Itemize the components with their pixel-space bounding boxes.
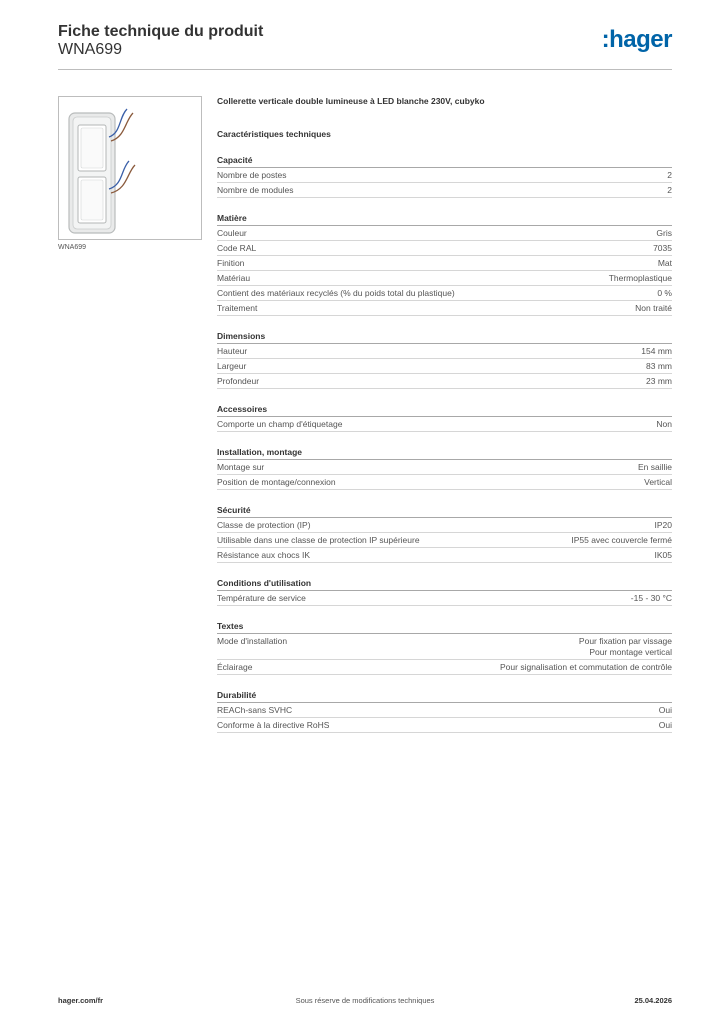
page-footer — [58, 996, 672, 1010]
spec-label: REACh-sans SVHC — [217, 705, 293, 715]
section-title: Sécurité — [217, 504, 672, 518]
spec-row — [217, 241, 672, 256]
spec-label: Température de service — [217, 593, 306, 603]
page-header — [58, 22, 672, 70]
spec-value: IP20 — [654, 520, 672, 530]
product-title: Collerette verticale double lumineuse à LED blanche 230V, cubyko — [217, 96, 485, 106]
document-title: Fiche technique du produit — [58, 23, 264, 40]
spec-label: Nombre de postes — [217, 170, 287, 180]
spec-section — [217, 446, 672, 490]
spec-label: Utilisable dans une classe de protection IP supérieure — [217, 535, 420, 545]
spec-section — [217, 577, 672, 606]
spec-section — [217, 403, 672, 432]
spec-row — [217, 548, 672, 563]
spec-label: Finition — [217, 258, 245, 268]
section-title: Matière — [217, 212, 672, 226]
spec-label: Classe de protection (IP) — [217, 520, 311, 530]
spec-label: Mode d'installation — [217, 636, 288, 646]
spec-label: Contient des matériaux recyclés (% du poids total du plastique) — [217, 288, 455, 298]
spec-value: Non traité — [635, 303, 672, 313]
spec-row — [217, 591, 672, 606]
spec-value: Vertical — [644, 477, 672, 487]
section-title: Accessoires — [217, 403, 672, 417]
spec-row — [217, 518, 672, 533]
spec-section — [217, 620, 672, 675]
spec-label: Éclairage — [217, 662, 253, 672]
spec-value: 23 mm — [646, 376, 672, 386]
spec-section — [217, 154, 672, 198]
product-details — [217, 95, 672, 733]
section-title: Dimensions — [217, 330, 672, 344]
spec-value: 154 mm — [641, 346, 672, 356]
spec-row — [217, 533, 672, 548]
footer-notice: Sous réserve de modifications techniques — [295, 996, 435, 1005]
spec-value: 0 % — [657, 288, 672, 298]
spec-row — [217, 226, 672, 241]
spec-value: 2 — [667, 185, 672, 195]
spec-row — [217, 183, 672, 198]
spec-row — [217, 417, 672, 432]
spec-row — [217, 256, 672, 271]
section-title: Installation, montage — [217, 446, 672, 460]
spec-value: 83 mm — [646, 361, 672, 371]
spec-row — [217, 475, 672, 490]
spec-label: Traitement — [217, 303, 258, 313]
spec-row — [217, 271, 672, 286]
product-image — [58, 96, 202, 240]
section-title: Durabilité — [217, 689, 672, 703]
spec-value: Gris — [656, 228, 672, 238]
spec-row — [217, 703, 672, 718]
spec-value: IK05 — [654, 550, 672, 560]
product-illustration — [59, 97, 201, 239]
spec-label: Hauteur — [217, 346, 248, 356]
spec-row — [217, 301, 672, 316]
spec-section — [217, 212, 672, 316]
spec-value: Pour signalisation et commutation de contrôle — [500, 662, 672, 672]
spec-label: Conforme à la directive RoHS — [217, 720, 330, 730]
spec-row — [217, 168, 672, 183]
spec-value: 7035 — [653, 243, 672, 253]
spec-value: 2 — [667, 170, 672, 180]
spec-row — [217, 460, 672, 475]
spec-row — [217, 286, 672, 301]
spec-value: Pour fixation par vissage Pour montage vertical — [578, 636, 672, 657]
footer-date: 25.04.2026 — [634, 996, 672, 1005]
spec-row — [217, 359, 672, 374]
spec-sections — [217, 154, 672, 733]
section-title: Capacité — [217, 154, 672, 168]
spec-label: Montage sur — [217, 462, 265, 472]
spec-value: Mat — [657, 258, 672, 268]
spec-value: En saillie — [637, 462, 672, 472]
spec-row — [217, 344, 672, 359]
spec-value: IP55 avec couvercle fermé — [571, 535, 672, 545]
spec-row — [217, 718, 672, 733]
spec-label: Largeur — [217, 361, 247, 371]
spec-section — [217, 504, 672, 563]
spec-section — [217, 330, 672, 389]
spec-label: Position de montage/connexion — [217, 477, 336, 487]
spec-label: Matériau — [217, 273, 251, 283]
spec-label: Résistance aux chocs IK — [217, 550, 311, 560]
spec-label: Comporte un champ d'étiquetage — [217, 419, 343, 429]
spec-row — [217, 660, 672, 675]
spec-row — [217, 374, 672, 389]
spec-label: Code RAL — [217, 243, 257, 253]
spec-value: Non — [656, 419, 672, 429]
hager-logo: :hager — [601, 26, 672, 53]
product-reference: WNA699 — [58, 41, 123, 58]
spec-value: Thermoplastique — [608, 273, 672, 283]
spec-section — [217, 689, 672, 733]
specs-heading: Caractéristiques techniques — [217, 129, 331, 139]
section-title: Textes — [217, 620, 672, 634]
spec-row — [217, 634, 672, 660]
spec-value: -15 - 30 °C — [630, 593, 672, 603]
section-title: Conditions d'utilisation — [217, 577, 672, 591]
spec-label: Profondeur — [217, 376, 260, 386]
footer-website[interactable]: hager.com/fr — [58, 996, 104, 1005]
spec-value: Oui — [658, 720, 672, 730]
spec-label: Nombre de modules — [217, 185, 294, 195]
image-caption: WNA699 — [58, 244, 87, 251]
spec-value: Oui — [658, 705, 672, 715]
spec-label: Couleur — [217, 228, 247, 238]
